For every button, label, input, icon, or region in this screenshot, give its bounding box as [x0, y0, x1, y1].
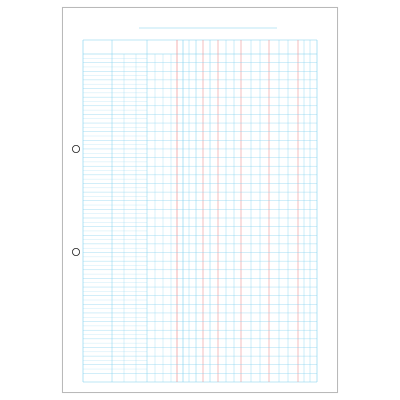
ledger-row[interactable] [83, 93, 317, 97]
ledger-row[interactable] [83, 205, 317, 209]
ledger-row[interactable] [83, 101, 317, 105]
ledger-row[interactable] [83, 119, 317, 123]
ledger-row[interactable] [83, 76, 317, 80]
ledger-row[interactable] [83, 352, 317, 356]
ledger-row[interactable] [83, 360, 317, 364]
ledger-row[interactable] [83, 188, 317, 192]
ledger-row[interactable] [83, 145, 317, 149]
ledger-grid [63, 8, 339, 394]
ledger-row[interactable] [83, 317, 317, 321]
ledger-row[interactable] [83, 257, 317, 261]
ledger-row[interactable] [83, 179, 317, 183]
ledger-row[interactable] [83, 222, 317, 226]
binder-hole-top [72, 145, 79, 152]
ledger-row[interactable] [83, 110, 317, 114]
ledger-row[interactable] [83, 84, 317, 88]
ledger-row[interactable] [83, 248, 317, 252]
ledger-row[interactable] [83, 153, 317, 157]
grid-lines [83, 40, 317, 382]
ledger-row[interactable] [83, 369, 317, 373]
ledger-row[interactable] [83, 127, 317, 131]
ledger-row[interactable] [83, 162, 317, 166]
ledger-row[interactable] [83, 214, 317, 218]
ledger-row[interactable] [83, 171, 317, 175]
ledger-row[interactable] [83, 136, 317, 140]
ledger-row[interactable] [83, 309, 317, 313]
ledger-row[interactable] [83, 240, 317, 244]
ledger-row[interactable] [83, 300, 317, 304]
ledger-row[interactable] [83, 335, 317, 339]
ledger-sheet [62, 7, 338, 393]
ledger-row[interactable] [83, 196, 317, 200]
ledger-row[interactable] [83, 265, 317, 269]
ledger-row[interactable] [83, 58, 317, 62]
ledger-row[interactable] [83, 326, 317, 330]
ledger-row[interactable] [83, 343, 317, 347]
ledger-row[interactable] [83, 283, 317, 287]
ledger-row[interactable] [83, 67, 317, 71]
ledger-row[interactable] [83, 231, 317, 235]
entry-rows [83, 58, 317, 373]
ledger-row[interactable] [83, 274, 317, 278]
ledger-row[interactable] [83, 291, 317, 295]
binder-hole-bottom [72, 248, 79, 255]
